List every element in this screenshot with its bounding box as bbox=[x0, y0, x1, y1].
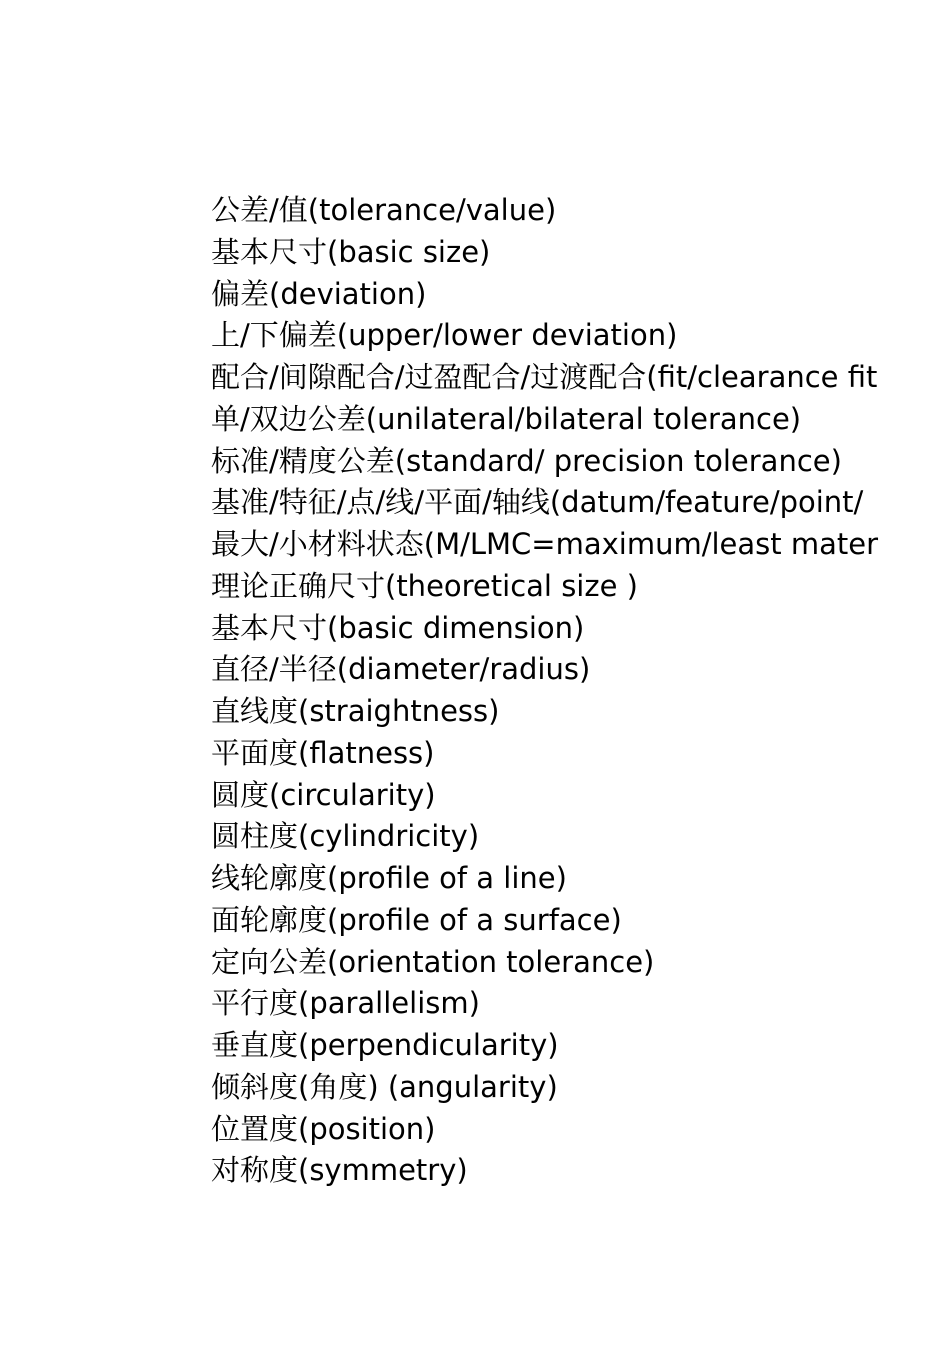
term-line: 对称度(symmetry) bbox=[211, 1153, 468, 1188]
term-line: 标准/精度公差(standard/ precision tolerance) bbox=[211, 443, 842, 478]
term-line: 位置度(position) bbox=[211, 1111, 436, 1146]
term-line: 直径/半径(diameter/radius) bbox=[211, 652, 591, 687]
term-line: 圆度(circularity) bbox=[211, 777, 436, 812]
term-line: 配合/间隙配合/过盈配合/过渡配合(fit/clearance fit bbox=[211, 360, 878, 394]
term-line: 定向公差(orientation tolerance) bbox=[211, 944, 655, 979]
term-line: 线轮廓度(profile of a line) bbox=[211, 861, 567, 895]
term-line: 面轮廓度(profile of a surface) bbox=[211, 902, 622, 937]
term-line: 平行度(parallelism) bbox=[211, 986, 480, 1021]
term-line: 理论正确尺寸(theoretical size ) bbox=[211, 568, 638, 603]
term-line: 圆柱度(cylindricity) bbox=[211, 819, 480, 854]
term-line: 基准/特征/点/线/平面/轴线(datum/feature/point/ bbox=[211, 485, 864, 520]
term-line: 倾斜度(角度) (angularity) bbox=[211, 1069, 558, 1104]
term-line: 上/下偏差(upper/lower deviation) bbox=[211, 318, 678, 353]
term-line: 最大/小材料状态(M/LMC=maximum/least mater bbox=[211, 527, 879, 561]
term-line: 基本尺寸(basic size) bbox=[211, 234, 491, 269]
term-line: 直线度(straightness) bbox=[211, 694, 500, 728]
term-line: 基本尺寸(basic dimension) bbox=[211, 610, 585, 645]
term-line: 单/双边公差(unilateral/bilateral tolerance) bbox=[211, 401, 802, 436]
term-line: 平面度(flatness) bbox=[211, 735, 435, 770]
term-line: 垂直度(perpendicularity) bbox=[211, 1028, 559, 1062]
term-list bbox=[211, 190, 950, 1192]
term-line: 公差/值(tolerance/value) bbox=[211, 193, 557, 227]
term-line: 偏差(deviation) bbox=[211, 276, 427, 311]
